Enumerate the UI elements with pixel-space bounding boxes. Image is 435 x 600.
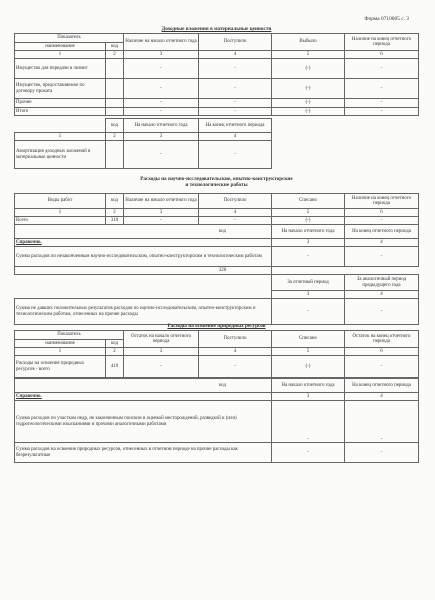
col-number: 1 xyxy=(15,133,106,141)
reference-label: Справочно. xyxy=(15,239,272,247)
header-code: код xyxy=(106,340,124,348)
value-cell: - xyxy=(124,356,199,378)
row-label: Имущество, предоставляемое по договору проката xyxy=(15,79,106,99)
header-code: код xyxy=(15,225,272,239)
col-number: 1 xyxy=(15,348,106,356)
table-row xyxy=(15,299,419,325)
col-number: 4 xyxy=(345,291,419,299)
header-start: Остаток на начало отчетного периода xyxy=(124,331,199,348)
table-row xyxy=(15,79,419,99)
table-row xyxy=(15,443,419,463)
col-number: 5 xyxy=(272,51,345,59)
value-cell: - xyxy=(124,217,199,225)
header-end: Наличие на конец отчетного периода xyxy=(345,34,419,51)
header-end: На конец отчетного периода xyxy=(199,119,272,133)
table-row xyxy=(15,247,419,267)
col-number: 2 xyxy=(106,51,124,59)
header-indicator: Показатель xyxy=(15,34,124,43)
blank-cell xyxy=(15,119,106,133)
value-cell: - xyxy=(124,79,199,99)
col-number: 5 xyxy=(272,209,345,217)
value-cell: - xyxy=(272,299,345,325)
form-number: Форма 0710005 с. 3 xyxy=(364,16,409,22)
col-number: 6 xyxy=(345,51,419,59)
reference-label: Справочно. xyxy=(15,393,272,401)
row-label-text: Сумма расходов по незаконченным научно-исследовательским, опытно-конструкторским и технологическим работам xyxy=(16,253,262,259)
blank-cell xyxy=(15,291,272,299)
blank-cell xyxy=(345,267,419,275)
col-number: 2 xyxy=(106,209,124,217)
row-label: Сумма не давших положительных результатов расходов по научно-исследовательским, опытно-конструкторским и технологическим работам, отнесенных на прочие расходы xyxy=(15,299,272,325)
header-code: код xyxy=(15,379,272,393)
col-number: 3 xyxy=(124,348,199,356)
code-cell: 320 xyxy=(15,267,272,275)
value-cell: - xyxy=(199,141,272,169)
value-cell: - xyxy=(345,59,419,79)
code-cell xyxy=(106,79,124,99)
header-start: Наличие на начало отчетного года xyxy=(124,194,199,209)
code-cell: 310 xyxy=(106,217,124,225)
value-cell: - xyxy=(199,99,272,108)
table-row xyxy=(15,141,272,169)
value-cell: - xyxy=(345,99,419,108)
value-cell: (-) xyxy=(272,99,345,108)
value-cell: - xyxy=(345,108,419,116)
row-label: Сумма расходов по участкам недр, не законченным поиском и оценкой месторождений, разведкой и (или) гидрогеологическими изысканиями и прочими аналогичными работами xyxy=(15,401,272,443)
col-number: 1 xyxy=(15,209,106,217)
col-number: 4 xyxy=(345,239,419,247)
col-number: 4 xyxy=(199,348,272,356)
header-start: Наличие на начало отчетного года xyxy=(124,34,199,51)
header-written-off: Списано xyxy=(272,194,345,209)
value-cell: - xyxy=(124,99,199,108)
col-number: 2 xyxy=(106,348,124,356)
col-number: 2 xyxy=(106,133,124,141)
natural-resources-reference-table xyxy=(14,378,419,463)
rnd-table xyxy=(14,193,419,225)
section-title-rnd xyxy=(14,176,419,188)
header-start: На начало отчетного года xyxy=(124,119,199,133)
header-code: код xyxy=(106,43,124,51)
col-number: 4 xyxy=(199,133,272,141)
col-number: 6 xyxy=(345,209,419,217)
table-row xyxy=(15,108,419,116)
row-label: Прочие xyxy=(15,99,106,108)
value-cell: (-) xyxy=(272,59,345,79)
code-cell: 410 xyxy=(106,356,124,378)
value-cell: (-) xyxy=(272,108,345,116)
value-cell: (-) xyxy=(272,356,345,378)
natural-resources-table xyxy=(14,330,419,378)
header-end: Остаток на конец отчетного периода xyxy=(345,331,419,348)
value-cell: - xyxy=(199,79,272,99)
value-cell: - xyxy=(199,217,272,225)
rnd-reference-table xyxy=(14,224,419,325)
value-cell: (-) xyxy=(272,217,345,225)
col-number: 3 xyxy=(272,393,345,401)
row-label: Сумма расходов на освоение природных ресурсов, отнесенных в отчетном периоде на прочие расходы как безрезультатные xyxy=(15,443,272,463)
value-cell: - xyxy=(124,108,199,116)
header-received: Поступило xyxy=(199,34,272,51)
header-end: Наличие на конец отчетного периода xyxy=(345,194,419,209)
header-end: На конец отчетного периода xyxy=(345,225,419,239)
value-cell: - xyxy=(272,247,345,267)
row-label: Амортизация доходных вложений в материальные ценности xyxy=(15,141,106,169)
value-cell: - xyxy=(272,401,345,443)
investments-table xyxy=(14,33,419,116)
table-row xyxy=(15,401,419,443)
header-name: наименование xyxy=(15,43,106,51)
table-row xyxy=(15,356,419,378)
header-prev-period: За аналогичный период предыдущего года xyxy=(345,275,419,291)
col-number: 3 xyxy=(124,133,199,141)
section-title-line: и технологические работы xyxy=(185,182,248,189)
col-number: 4 xyxy=(345,393,419,401)
row-label xyxy=(15,247,272,267)
value-cell: - xyxy=(124,141,199,169)
row-label: Расходы на освоение природных ресурсов - всего xyxy=(15,356,106,378)
header-work-type: Виды работ xyxy=(15,194,106,209)
header-code: код xyxy=(106,194,124,209)
value-cell: (-) xyxy=(272,79,345,99)
value-cell: - xyxy=(124,59,199,79)
header-current-period: За отчетный период xyxy=(272,275,345,291)
header-written-off: Списано xyxy=(272,331,345,348)
col-number: 4 xyxy=(199,51,272,59)
header-code: код xyxy=(106,119,124,133)
col-number: 5 xyxy=(272,348,345,356)
value-cell: - xyxy=(345,247,419,267)
col-number: 4 xyxy=(199,209,272,217)
header-start: На начало отчетного года xyxy=(272,379,345,393)
value-cell: - xyxy=(345,299,419,325)
amortization-table xyxy=(14,118,272,169)
value-cell: - xyxy=(272,443,345,463)
code-cell xyxy=(106,108,124,116)
blank-cell xyxy=(15,275,272,291)
row-label: Итого xyxy=(15,108,106,116)
col-number: 3 xyxy=(272,239,345,247)
header-end: На конец отчетного периода xyxy=(345,379,419,393)
col-number: 3 xyxy=(124,51,199,59)
row-label: Имущество для передачи в лизинг xyxy=(15,59,106,79)
blank-cell xyxy=(272,267,345,275)
section-title-natural-resources: Расходы на освоение природных ресурсов xyxy=(167,323,266,329)
header-disposed: Выбыло xyxy=(272,34,345,51)
header-received: Поступило xyxy=(199,331,272,348)
col-number: 6 xyxy=(345,348,419,356)
value-cell: - xyxy=(345,443,419,463)
header-received: Поступило xyxy=(199,194,272,209)
header-indicator: Показатель xyxy=(15,331,124,340)
col-number: 3 xyxy=(272,291,345,299)
row-label: Всего xyxy=(15,217,106,225)
value-cell: - xyxy=(199,59,272,79)
table-row xyxy=(15,59,419,79)
code-cell xyxy=(106,59,124,79)
table-row xyxy=(15,99,419,108)
code-cell xyxy=(106,99,124,108)
header-start: На начало отчетного года xyxy=(272,225,345,239)
section-title-line: Расходы на научно-исследовательские, опытно-конструкторские xyxy=(140,176,293,182)
col-number: 1 xyxy=(15,51,106,59)
value-cell: - xyxy=(345,401,419,443)
value-cell: - xyxy=(199,108,272,116)
header-name: наименование xyxy=(15,340,106,348)
value-cell: - xyxy=(345,79,419,99)
value-cell: - xyxy=(345,217,419,225)
section-title-investments: Доходные вложения в материальные ценности xyxy=(161,26,272,32)
code-cell xyxy=(106,141,124,169)
value-cell: - xyxy=(199,356,272,378)
value-cell: - xyxy=(345,356,419,378)
col-number: 3 xyxy=(124,209,199,217)
